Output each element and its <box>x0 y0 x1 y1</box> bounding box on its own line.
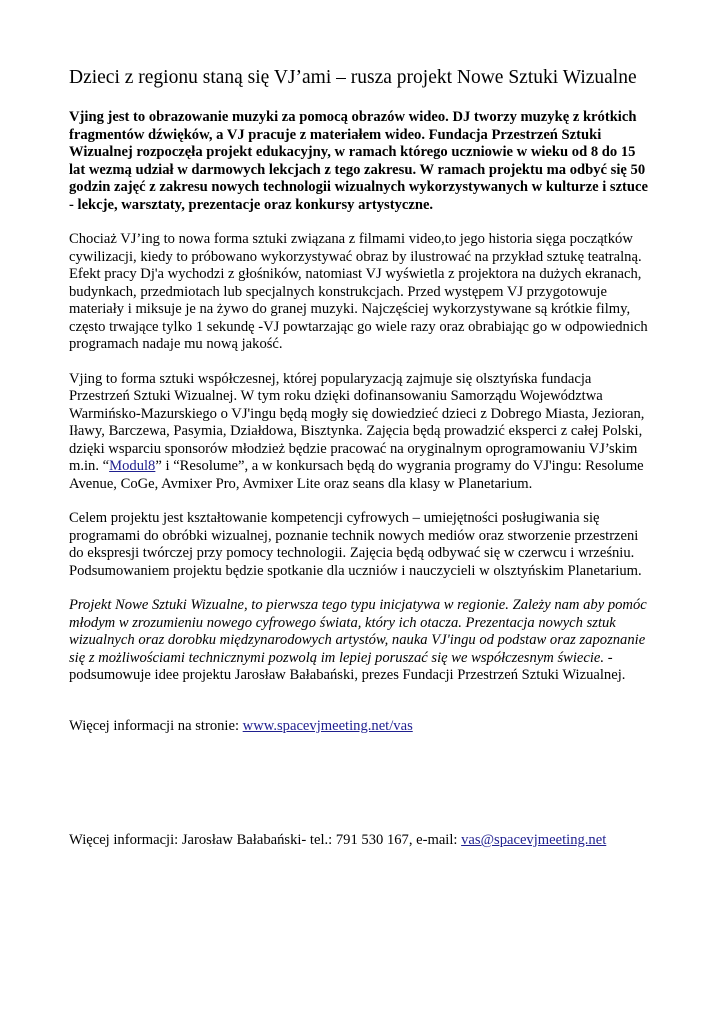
email-link[interactable]: vas@spacevjmeeting.net <box>461 832 607 848</box>
modul8-link[interactable]: Modul8 <box>109 458 156 475</box>
contact-line <box>69 832 669 850</box>
article-lead: Vjing jest to obrazowanie muzyki za pomocą obrazów wideo. DJ tworzy muzykę z krótkich fragmentów dźwięków, a VJ pracuje z materiałem wideo. Fundacja Przestrzeń Sztuki Wizualnej rozpoczęła projekt edukacyjny, w ramach którego uczniowie w wieku od 8 do 15 lat wezmą udział w darmowych lekcjach z tego zakresu. W ramach projektu ma odbyć się 50 godzin zajęć z zakresu nowych technologii wizualnych wykorzystywanych w kulturze i sztuce - lekcje, warsztaty, prezentacje oraz konkursy artystyczne. <box>69 109 648 213</box>
quote-text: Projekt Nowe Sztuki Wizualne, to pierwsza tego typu inicjatywa w regionie. Zależy nam aby pomóc młodym w zrozumieniu nowego cyfrowego świata, który ich otacza. Prezentacja nowych sztuk wizualnych oraz dorobku międzynarodowych artystów, nauka VJ'ingu od podstaw oraz zapoznanie się z możliwościami technicznymi pozwolą im lepiej poruszać się we współczesnym świecie. <box>69 597 647 666</box>
document-page <box>69 66 655 752</box>
website-link[interactable]: www.spacevjmeeting.net/vas <box>242 717 413 734</box>
quote-attribution: - podsumowuje idee projektu Jarosław Bałabański, prezes Fundacji Przestrzeń Sztuki Wizualnej. <box>69 649 626 684</box>
paragraph-goal: Celem projektu jest kształtowanie kompetencji cyfrowych – umiejętności posługiwania się programami do obróbki wizualnej, poznanie technik nowych mediów oraz stworzenie przestrzeni do ekspresji twórczej przy pomocy technologii. Zajęcia będą odbywać się w czerwcu i wrześniu. Podsumowaniem projektu będzie spotkanie dla uczniów i nauczycieli w olsztyńskim Planetarium. <box>69 510 642 579</box>
paragraph-history: Chociaż VJ’ing to nowa forma sztuki związana z filmami video,to jego historia sięga początków cywilizacji, kiedy to próbowano wykorzystywać obraz by ilustrować na przykład sztukę teatralną. Efekt pracy Dj'a wychodzi z głośników, natomiast VJ wyświetla z projektora na dużych ekranach, budynkach, przedmiotach lub specjalnych konstrukcjach. Przed występem VJ przygotowuje materiały i miksuje je na żywo do granej muzyki. Najczęściej wykorzystywane są krótkie filmy, często trwające tylko 1 sekundę -VJ powtarzając go wiele razy oraz obrabiając go w odpowiednich programach nadaje mu nową jakość. <box>69 231 648 353</box>
paragraph-foundation-text: Vjing to forma sztuki współczesnej, której popularyzacją zajmuje się olsztyńska fundacja Przestrzeń Sztuki Wizualnej. W tym roku dzięki dofinansowaniu Samorządu Województwa Warmińsko-Mazurskiego o VJ'ingu będą mogły się dowiedzieć dzieci z Dobrego Miasta, Jezioran, Iławy, Barczewa, Pasymia, Działdowa, Bisztynka. Zajęcia będą prowadzić eksperci z całej Polski, dzięki wsparciu sponsorów młodzież będzie pracować na oryginalnym oprogramowaniu VJ’skim m.in. “ <box>69 370 645 475</box>
paragraph-foundation <box>69 371 655 494</box>
quote-paragraph <box>69 597 655 685</box>
contact-label: Więcej informacji: Jarosław Bałabański- tel.: 791 530 167, e-mail: <box>69 832 462 848</box>
article-title: Dzieci z regionu staną się VJ’ami – rusza projekt Nowe Sztuki Wizualne <box>69 67 637 88</box>
paragraph-foundation-text-end: ” i “Resolume”, a w konkursach będą do wygrania programy do VJ'ingu: Resolume Avenue, CoGe, Avmixer Pro, Avmixer Lite oraz seans dla klasy w Planetarium. <box>69 458 644 492</box>
more-info-line <box>69 718 655 736</box>
more-info-label: Więcej informacji na stronie: <box>69 717 243 734</box>
